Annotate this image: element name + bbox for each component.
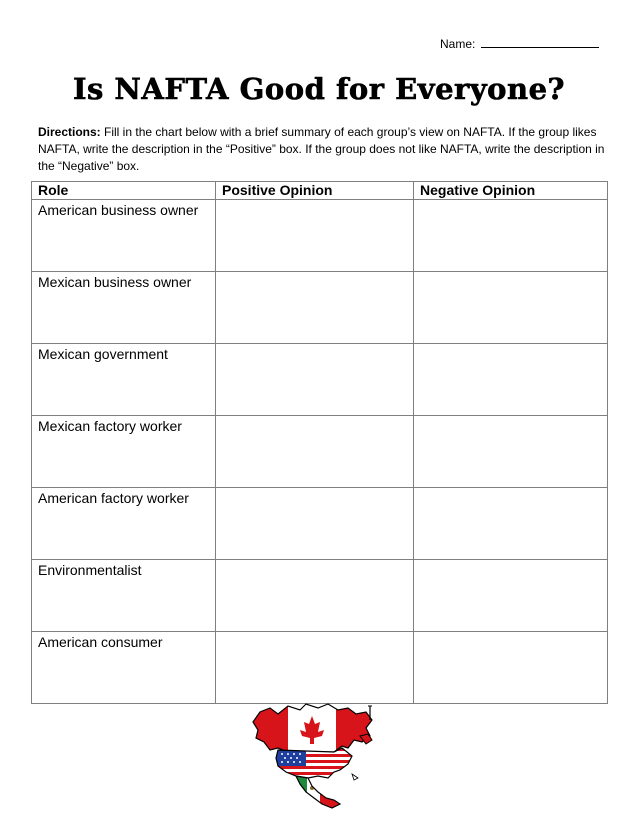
- negative-cell[interactable]: [414, 272, 608, 344]
- negative-cell[interactable]: [414, 488, 608, 560]
- positive-cell[interactable]: [216, 488, 414, 560]
- table-header-row: [32, 182, 608, 200]
- role-cell: Mexican business owner: [32, 272, 216, 344]
- opinion-chart: [31, 181, 608, 704]
- table-row: [32, 560, 608, 632]
- positive-cell[interactable]: [216, 416, 414, 488]
- table-row: [32, 632, 608, 704]
- negative-cell[interactable]: [414, 416, 608, 488]
- role-cell: American factory worker: [32, 488, 216, 560]
- directions-label: Directions:: [38, 125, 101, 139]
- role-cell: American consumer: [32, 632, 216, 704]
- negative-cell[interactable]: [414, 560, 608, 632]
- role-cell: Environmentalist: [32, 560, 216, 632]
- positive-cell[interactable]: [216, 344, 414, 416]
- table-row: [32, 200, 608, 272]
- header-negative: Negative Opinion: [414, 182, 608, 200]
- name-label: Name:: [440, 37, 476, 51]
- negative-cell[interactable]: [414, 632, 608, 704]
- header-role: Role: [32, 182, 216, 200]
- positive-cell[interactable]: [216, 272, 414, 344]
- positive-cell[interactable]: [216, 200, 414, 272]
- positive-cell[interactable]: [216, 560, 414, 632]
- directions-text: Fill in the chart below with a brief summary of each group’s view on NAFTA. If the group likes NAFTA, write the description in the “Positive” box. If the group does not like NAFTA, write the description in the “Negative” box.: [38, 125, 605, 173]
- role-cell: Mexican factory worker: [32, 416, 216, 488]
- page-title: Is NAFTA Good for Everyone?: [72, 72, 566, 106]
- name-field[interactable]: [440, 36, 599, 51]
- table-row: [32, 272, 608, 344]
- role-cell: American business owner: [32, 200, 216, 272]
- negative-cell[interactable]: [414, 200, 608, 272]
- name-blank-line[interactable]: [481, 36, 599, 48]
- negative-cell[interactable]: [414, 344, 608, 416]
- table-row: [32, 488, 608, 560]
- table-row: [32, 344, 608, 416]
- role-cell: Mexican government: [32, 344, 216, 416]
- nafta-flags-map-icon: [248, 700, 383, 810]
- header-positive: Positive Opinion: [216, 182, 414, 200]
- directions: [38, 124, 610, 175]
- positive-cell[interactable]: [216, 632, 414, 704]
- table-row: [32, 416, 608, 488]
